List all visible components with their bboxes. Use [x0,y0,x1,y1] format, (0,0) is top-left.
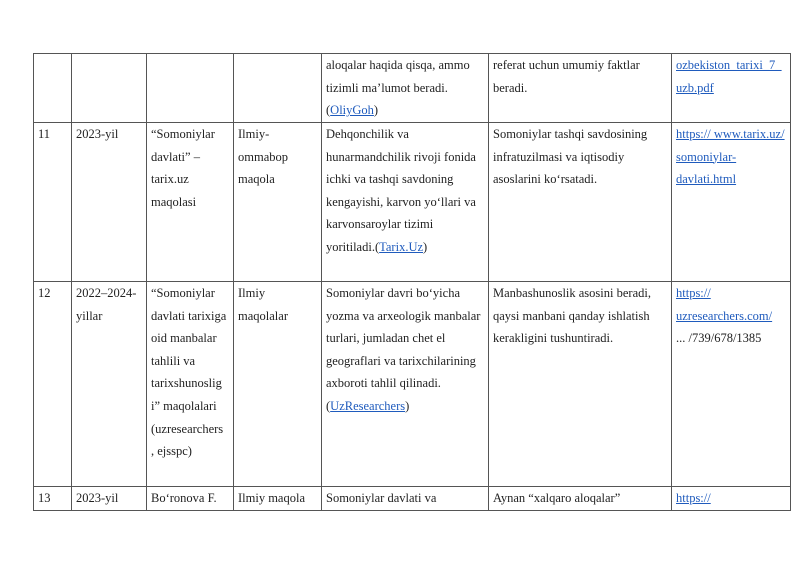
content-text: Somoniylar davri bo‘yicha yozma va arxeologik manbalar turlari, jumladan chet el geograflari va tarixchilarining axboroti tahlil qilinadi. [326,286,481,391]
cell-type [234,54,322,123]
table-row [34,123,791,282]
url-link[interactable]: https:// www.tarix.uz/ somoniylar-davlati.html [676,127,785,187]
table-row [34,54,791,123]
cell-link [672,282,791,487]
url-link[interactable]: ozbekiston_tarixi_7_uzb.pdf [676,58,782,95]
cell-num: 12 [34,282,72,487]
content-text: Dehqonchilik va hunarmandchilik rivoji fonida ichki va tashqi savdoning kengayishi, karvon yo‘llari va karvonsaroylar tizimi yoritiladi. [326,127,476,254]
cell-content: Somoniylar davlati va [322,487,489,511]
cell-title: “Somoniylar davlati tarixiga oid manbalar tahlili va tarixshunoslig i” maqolalari (uzresearchers , ejsspc) [147,282,234,487]
cell-significance: referat uchun umumiy faktlar beradi. [489,54,672,123]
cell-content: Dehqonchilik va hunarmandchilik rivoji fonida ichki va tashqi savdoning kengayishi, karvon yo‘llari va karvonsaroylar tizimi yoritiladi.(Tarix.Uz) [322,123,489,282]
cell-type: Ilmiy-ommabop maqola [234,123,322,282]
url-tail: ... /739/678/1385 [676,331,762,346]
cell-title: “Somoniylar davlati” – tarix.uz maqolasi [147,123,234,282]
cell-significance: Manbashunoslik asosini beradi, qaysi manbani qanday ishlatish kerakligini tushuntiradi. [489,282,672,487]
cell-link [672,123,791,282]
cell-content: aloqalar haqida qisqa, ammo tizimli ma’lumot beradi. (OliyGoh) [322,54,489,123]
sources-table [33,53,791,511]
cell-content: Somoniylar davri bo‘yicha yozma va arxeologik manbalar turlari, jumladan chet el geograflari va tarixchilarining axboroti tahlil qilinadi. (UzResearchers) [322,282,489,487]
content-text: aloqalar haqida qisqa, ammo tizimli ma’lumot beradi. [326,58,470,95]
cell-num: 13 [34,487,72,511]
cell-type: Ilmiy maqolalar [234,282,322,487]
url-link[interactable]: https:// [676,491,711,505]
cell-year: 2023-yil [72,123,147,282]
source-link[interactable]: Tarix.Uz [379,239,424,254]
cell-significance: Somoniylar tashqi savdosining infratuzilmasi va iqtisodiy asoslarini ko‘rsatadi. [489,123,672,282]
source-link[interactable]: UzResearchers [330,398,406,413]
cell-title: Bo‘ronova F. [147,487,234,511]
url-link[interactable]: https:// uzresearchers.com/ [676,286,773,323]
cell-num: 11 [34,123,72,282]
source-link[interactable]: OliyGoh [330,103,374,118]
cell-num [34,54,72,123]
cell-year: 2022–2024-yillar [72,282,147,487]
table-row [34,282,791,487]
cell-type: Ilmiy maqola [234,487,322,511]
table-row [34,487,791,511]
cell-title [147,54,234,123]
cell-year: 2023-yil [72,487,147,511]
cell-significance: Aynan “xalqaro aloqalar” [489,487,672,511]
cell-year [72,54,147,123]
cell-link [672,487,791,511]
cell-link [672,54,791,123]
